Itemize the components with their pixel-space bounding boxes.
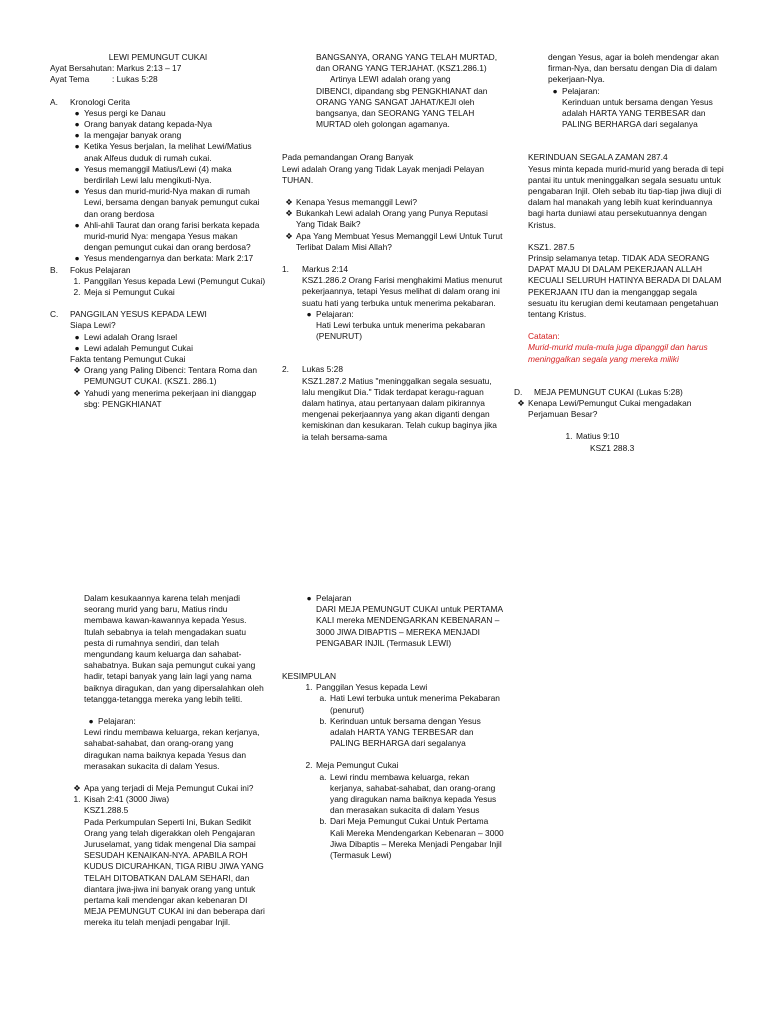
numbered-heading: 2. Lukas 5:28 (282, 364, 343, 375)
section-heading: A. Kronologi Cerita (50, 96, 131, 107)
paragraph: Hati Lewi terbuka untuk menerima pekabaran (PENURUT) (316, 320, 485, 342)
paragraph: dengan Yesus, agar ia boleh mendengar akan firman-Nya, dan bersatu dengan Dia di dalam pekerjaan-Nya. (548, 52, 719, 85)
paragraph: BANGSANYA, ORANG YANG TELAH MURTAD, dan ORANG YANG TERJAHAT. (KSZ1.286.1) (316, 52, 498, 74)
list-item: a. Hati Lewi terbuka untuk menerima Pekabaran (penurut) (319, 693, 500, 715)
list-item: ❖ Kenapa Yesus memanggil Lewi? (285, 197, 418, 208)
list-item: ❖ Orang yang Paling Dibenci: Tentara Roma dan PEMUNGUT CUKAI. (KSZ1. 286.1) (73, 365, 258, 387)
paragraph: Lewi rindu membawa keluarga, rekan kerjanya, sahabat-sahabat, dan orang-orang yang diragukan nama baiknya kepada Yesus dan merasakan sukacita di dalam Yesus. (84, 727, 260, 771)
note-label: Catatan: (528, 331, 560, 342)
section-heading: B. Fokus Pelajaran (50, 264, 131, 275)
list-item: ❖ Kenapa Lewi/Pemungut Cukai mengadakan Perjamuan Besar? (517, 398, 692, 420)
list-item: 1. Panggilan Yesus kepada Lewi (Pemungut Cukai) (73, 275, 266, 286)
paragraph: Kerinduan untuk bersama dengan Yesus adalah HARTA YANG TERBESAR dan PALING BERHARGA dari segalanya (562, 96, 713, 130)
paragraph: Yesus minta kepada murid-murid yang berada di tepi pantai itu untuk meninggalkan segala sesuatu untuk pengabaran Injil. Oleh sebab itu tiap-tiap jiwa diuji di dalam hal manakah yang lebih kuat kerinduannya bagi harta duniawi atau persekutuannya dengan Kristus. (528, 163, 724, 230)
document-title: LEWI PEMUNGUT CUKAI (108, 52, 208, 62)
list-item: ❖ Apa Yang Membuat Yesus Memanggil Lewi Untuk Turut Terlibat Dalam Misi Allah? (285, 230, 503, 252)
paragraph: DARI MEJA PEMUNGUT CUKAI untuk PERTAMA KALI mereka MENDENGARKAN KEBENARAN – 3000 JIWA DIBAPTIS – MEREKA MENJADI PENGABAR INJIL (Termasuk LEWI) (316, 604, 503, 648)
ayat-tema: Ayat Tema : Lukas 5:28 (50, 74, 158, 85)
paragraph: Siapa Lewi? (70, 320, 116, 331)
list-item: ● Lewi adalah Pemungut Cukai (74, 342, 193, 353)
list-item: ● Lewi adalah Orang Israel (74, 331, 178, 342)
paragraph: KERINDUAN SEGALA ZAMAN 287.4 (528, 152, 668, 163)
paragraph: Prinsip selamanya tetap. TIDAK ADA SEORANG DAPAT MAJU DI DALAM PEKERJAAN ALLAH KECUALI SELURUH HATINYA BERADA DI DALAM PEKERJAAN ITU dan ia menganggap segala sesuatu itu kerugian demi keutamaan pengetahuan tentang Kristus. (528, 253, 722, 320)
list-item: 2. Meja si Pemungut Cukai (73, 287, 175, 298)
list-item: b. Kerinduan untuk bersama dengan Yesus adalah HARTA YANG TERBESAR dan PALING BERHARGA dari segalanya (319, 715, 481, 749)
paragraph: Dalam kesukaannya karena telah menjadi seorang murid yang baru, Matius rindu membawa kawan-kawannya kepada Yesus. Itulah sebabnya ia telah mengadakan suatu pesta di rumahnya sendiri, dan telah mengundang kaum keluarga dan sahabat-sahabatnya. Bukan saja pemungut cukai yang hadir, tetapi banyak yang lain lagi yang nama baiknya diragukan, dan yang dipersalahkan oleh tetangga-tetangga mereka yang lebih teliti. (84, 593, 264, 704)
list-item: 2. Meja Pemungut Cukai (305, 760, 399, 771)
list-item: 1. Kisah 2:41 (3000 Jiwa) (73, 794, 170, 805)
paragraph: DIBENCI, dipandang sbg PENGKHIANAT dan ORANG YANG SANGAT JAHAT/KEJI oleh bangsanya, dan SEORANG YANG TELAH MURTAD oleh golongan agamanya. (316, 85, 488, 130)
list-item: ● Ia mengajar banyak orang (74, 130, 182, 141)
list-item: ● Yesus dan murid-murid-Nya makan di rumah Lewi, bersama dengan banyak pemungut cukai dan orang berdosa (74, 186, 260, 219)
list-item: ● Pelajaran: (306, 308, 354, 319)
column-3-top (514, 52, 728, 454)
paragraph: Pada pemandangan Orang Banyak (282, 152, 414, 163)
list-item: ❖ Yahudi yang menerima pekerjaan ini dianggap sbg: PENGKHIANAT (73, 387, 257, 409)
list-item: ● Ketika Yesus berjalan, Ia melihat Lewi/Matius anak Alfeus duduk di rumah cukai. (74, 141, 252, 163)
paragraph: KSZ1.288.5 (84, 805, 129, 816)
list-item: ● Yesus pergi ke Danau (74, 107, 166, 118)
list-item: b. Dari Meja Pemungut Cukai Untuk Pertama Kali Mereka Mendengarkan Kebenaran – 3000 Jiwa Dibaptis – Mereka Menjadi Pengabar Injil (Termasuk Lewi) (319, 816, 504, 861)
list-item: ● Pelajaran (306, 593, 352, 603)
list-item: ● Pelajaran: (552, 85, 600, 96)
paragraph: Fakta tentang Pemungut Cukai (70, 354, 186, 365)
paragraph: KSZ1.286.2 Orang Farisi menghakimi Matius menurut pekerjaannya, tetapi Yesus melihat di dalam orang ini suatu hati yang terbuka untuk menerima pekabaran. (302, 275, 503, 308)
numbered-heading: 1. Markus 2:14 (282, 264, 349, 275)
list-item: ● Yesus mendengarnya dan berkata: Mark 2:17 (74, 253, 254, 264)
note-text: Murid-murid mula-mula juga dipanggil dan harus meninggalkan segala yang mereka miliki (528, 342, 708, 364)
section-heading: C. PANGGILAN YESUS KEPADA LEWI (50, 309, 207, 320)
paragraph: KSZ1. 287.5 (528, 241, 575, 252)
paragraph: Artinya LEWI adalah orang yang (330, 74, 451, 85)
list-item: ❖ Bukankah Lewi adalah Orang yang Punya Reputasi Yang Tidak Baik? (285, 208, 488, 230)
paragraph: Lewi adalah Orang yang Tidak Layak menjadi Pelayan TUHAN. (282, 163, 485, 185)
column-2-bottom (282, 593, 504, 861)
list-item: a. Lewi rindu membawa keluarga, rekan kerjanya, sahabat-sahabat, dan orang-orang yang diragukan nama baiknya kepada Yesus dan merasakan sukacita di dalam Yesus (319, 771, 497, 816)
paragraph: KSZ1.287.2 Matius "meninggalkan segala sesuatu, lalu mengikut Dia." Tidak terdapat keragu-raguan dalam hatinya, atau pertanyaan dalam pikirannya mengenai pekerjaannya yang akan diganti dengan kemiskinan dan kesukaran. Telah cukup baginya jika ia telah bersama-sama (302, 375, 497, 442)
ayat-bersahutan: Ayat Bersahutan : Markus 2:13 – 17 (50, 63, 182, 74)
paragraph: Pada Perkumpulan Seperti Ini, Bukan Sedikit Orang yang telah digerakkan oleh Pengajaran Juruselamat, yang tidak mengenal Dia sampai SESUDAH KENAIKAN-NYA. APABILA ROH KUDUS DICURAHKAN, TIGA RIBU JIWA YANG TELAH DITOBATKAN DALAM SEHARI, dan diantara jiwa-jiwa ini banyak orang yang untuk pertama kali mendengar akan kebenaran DI MEJA PEMUNGUT CUKAI ini dan beberapa dari mereka itu telah menjadi pengabar Injil. (84, 816, 265, 928)
column-2-top (282, 52, 504, 443)
column-1-top (50, 52, 266, 410)
list-item: 1. Panggilan Yesus kepada Lewi (305, 682, 428, 693)
list-item: ❖ Apa yang terjadi di Meja Pemungut Cukai ini? (73, 783, 254, 794)
paragraph: KESIMPULAN (282, 671, 336, 682)
column-1-bottom (50, 593, 266, 929)
list-item: ● Ahli-ahli Taurat dan orang farisi berkata kepada murid-murid Nya: mengapa Yesus makan dengan pemungut cukai dan orang berdosa? (74, 219, 260, 253)
list-item: ● Orang banyak datang kepada-Nya (74, 119, 213, 130)
list-item: ● Yesus memanggil Matius/Lewi (4) maka berdirilah Lewi lalu mengikuti-Nya. (74, 163, 232, 186)
paragraph: KSZ1 288.3 (590, 442, 635, 453)
list-item: ● Pelajaran: (88, 716, 136, 727)
section-heading: D. MEJA PEMUNGUT CUKAI (Lukas 5:28) (514, 386, 683, 397)
list-item: 1. Matius 9:10 (565, 431, 620, 442)
